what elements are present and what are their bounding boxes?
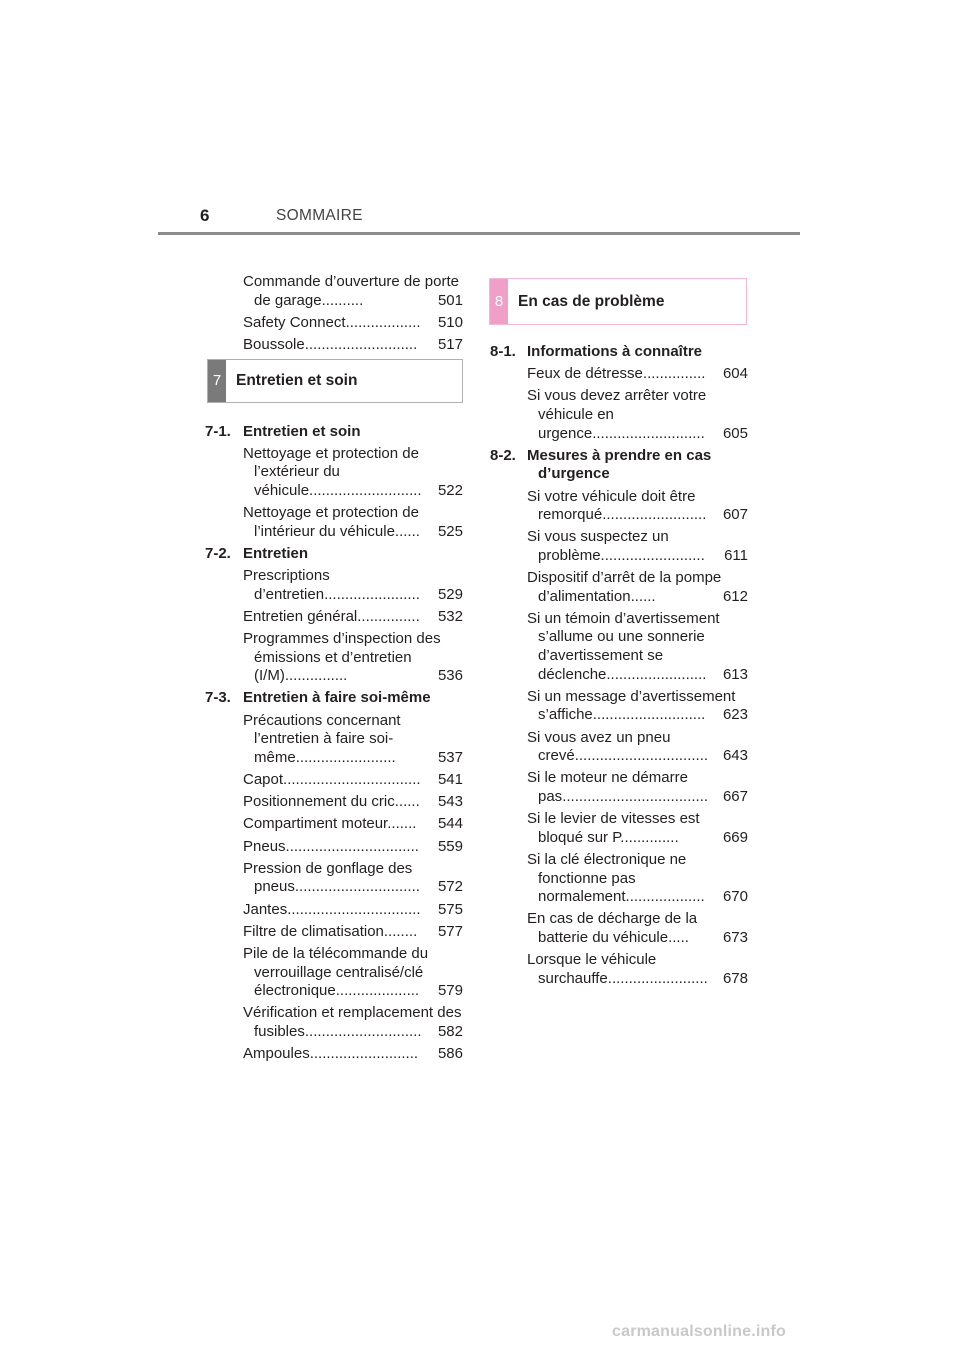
- toc-entry[interactable]: [243, 860, 463, 897]
- toc-entry-leader: ..........: [321, 291, 364, 309]
- page-number: 6: [200, 206, 210, 225]
- toc-entry-page: 510: [437, 313, 463, 331]
- section-title: Entretien à faire soi-même: [243, 689, 431, 707]
- toc-entry[interactable]: [243, 793, 463, 812]
- toc-entry-label: Filtre de climatisation: [243, 922, 384, 940]
- toc-entry-leader: ......: [394, 522, 420, 540]
- toc-entry-label: Pile de la télécommande du verrouillage centralisé/clé électronique: [243, 944, 429, 1000]
- toc-column-left: [162, 273, 462, 1067]
- toc-entry-leader: ....................: [335, 982, 420, 1000]
- toc-entry-label: Entretien général: [243, 607, 358, 625]
- toc-entry[interactable]: [527, 569, 748, 606]
- toc-entry-leader: ........................: [607, 969, 708, 987]
- toc-entry-page: 605: [722, 424, 748, 442]
- toc-entry-page: 522: [437, 481, 463, 499]
- toc-entry-leader: ...............: [284, 667, 348, 685]
- toc-entry-page: 667: [722, 788, 748, 805]
- toc-entry-leader: ......: [630, 587, 656, 605]
- toc-entry-page: 604: [722, 365, 748, 383]
- toc-entry-label: Nettoyage et protection de l’intérieur du véhicule: [243, 504, 419, 540]
- header-rule: [158, 232, 800, 235]
- toc-entry-label: Pneus: [243, 837, 286, 855]
- toc-entry[interactable]: [527, 810, 748, 847]
- toc-entry[interactable]: [243, 273, 463, 310]
- toc-entry-page: 623: [722, 706, 748, 724]
- toc-entry[interactable]: [243, 712, 463, 768]
- toc-entry-leader: .......: [387, 815, 417, 833]
- chapter-tab: 8: [490, 279, 508, 324]
- chapter-heading-8: [489, 278, 747, 325]
- toc-entry-label: Si votre véhicule doit être remorqué: [527, 487, 696, 524]
- toc-entry-leader: .........................: [602, 506, 707, 524]
- toc-entry-page: 643: [722, 747, 748, 765]
- toc-entry-leader: ......: [394, 793, 420, 811]
- toc-entry-leader: ...........................: [304, 335, 418, 353]
- toc-entry-leader: ........: [383, 922, 418, 940]
- toc-entry-page: 670: [722, 888, 748, 906]
- toc-entry-page: 536: [437, 667, 463, 685]
- toc-column-right: [446, 278, 748, 992]
- toc-entry-leader: ..................: [345, 313, 421, 331]
- toc-entry-leader: ..........................: [309, 1045, 419, 1063]
- toc-entry-label: Positionnement du cric: [243, 793, 395, 811]
- toc-entry-page: 541: [437, 771, 463, 788]
- toc-entry-page: 529: [437, 585, 463, 603]
- toc-entry[interactable]: [527, 910, 748, 947]
- toc-entry-page: 559: [437, 837, 463, 855]
- toc-entry-label: Dispositif d’arrêt de la pompe d’alimentation: [527, 569, 722, 605]
- toc-entry-leader: ................................: [574, 747, 709, 765]
- toc-entry[interactable]: [243, 567, 463, 604]
- toc-entry-leader: ..............: [620, 828, 679, 846]
- toc-entry[interactable]: [243, 901, 463, 920]
- toc-entry-leader: ...........................: [309, 481, 422, 499]
- toc-entry-page: 517: [437, 335, 463, 353]
- section-number: 8-1.: [490, 343, 516, 360]
- toc-entry-leader: ........................: [606, 665, 707, 683]
- toc-entry-leader: ...............: [642, 365, 706, 383]
- toc-entry-leader: ...................: [625, 888, 705, 906]
- chapter-title: En cas de problème: [518, 292, 665, 310]
- toc-entry-page: 579: [437, 982, 463, 1000]
- toc-entry[interactable]: [527, 769, 748, 806]
- toc-entry[interactable]: [243, 945, 463, 1001]
- toc-entry[interactable]: [243, 608, 463, 627]
- toc-entry-label: Si vous avez un pneu crevé: [527, 728, 671, 765]
- toc-entry-label: Boussole: [243, 335, 305, 353]
- section-title: Mesures à prendre en cas d’urgence: [527, 446, 712, 483]
- toc-entry[interactable]: [243, 504, 463, 541]
- section-title: Informations à connaître: [527, 343, 703, 360]
- toc-entry-page: 613: [722, 665, 748, 683]
- section-number: 7-3.: [205, 689, 231, 707]
- toc-entry-page: 537: [437, 748, 463, 766]
- toc-entry-label: Si vous devez arrêter votre véhicule en urgence: [527, 387, 707, 442]
- toc-entry-label: Si vous suspectez un problème: [527, 528, 669, 564]
- toc-entry-page: 577: [437, 922, 463, 940]
- toc-entry[interactable]: [243, 445, 463, 501]
- toc-entry-label: Pression de gonflage des pneus: [243, 859, 413, 896]
- toc-entry[interactable]: [527, 488, 748, 525]
- toc-entry-leader: .....: [668, 928, 689, 946]
- toc-entry-page: 607: [722, 506, 748, 524]
- toc-entry-label: Programmes d’inspection des émissions et d’entretien (I/M): [243, 630, 441, 685]
- toc-entry-leader: ...................................: [562, 788, 709, 805]
- toc-entry-label: Si la clé électronique ne fonctionne pas normalement: [527, 850, 687, 906]
- toc-entry[interactable]: [243, 314, 463, 333]
- section-title: Entretien: [243, 544, 309, 562]
- toc-entry-label: Compartiment moteur: [243, 815, 388, 833]
- toc-entry[interactable]: [527, 951, 748, 988]
- toc-entry-page: 544: [437, 815, 463, 833]
- toc-entry-label: Si un témoin d’avertissement s’allume ou une sonnerie d’avertissement se déclenche: [527, 609, 720, 683]
- toc-entry-leader: ..............................: [294, 878, 420, 896]
- toc-entry-label: En cas de décharge de la batterie du véhicule: [527, 910, 698, 946]
- toc-entry-leader: ................................: [287, 900, 421, 918]
- toc-entry-page: 575: [437, 900, 463, 918]
- toc-entry-label: Jantes: [243, 900, 288, 918]
- toc-entry-label: Capot: [243, 771, 284, 788]
- toc-entry-page: 582: [437, 1022, 463, 1040]
- toc-entry[interactable]: [527, 688, 748, 725]
- toc-entry[interactable]: [243, 630, 463, 686]
- toc-entry-leader: ................................: [285, 837, 419, 855]
- toc-entry-label: Commande d’ouverture de porte de garage: [243, 273, 459, 309]
- section-title: Entretien et soin: [243, 422, 361, 440]
- toc-entry-label: Prescriptions d’entretien: [243, 567, 330, 603]
- section-number: 8-2.: [490, 446, 516, 464]
- toc-entry-label: Si un message d’avertissement s’affiche: [527, 687, 736, 724]
- toc-entry-page: 612: [722, 587, 748, 605]
- toc-entry[interactable]: [243, 838, 463, 857]
- toc-entry[interactable]: [527, 528, 748, 565]
- toc-entry-page: 611: [724, 546, 748, 564]
- toc-entry-page: 532: [437, 607, 463, 625]
- toc-entry-page: 673: [722, 928, 748, 946]
- toc-entry-page: 572: [437, 878, 463, 896]
- toc-entry-label: Ampoules: [243, 1045, 310, 1063]
- section-number: 7-1.: [205, 422, 231, 440]
- toc-entry[interactable]: [243, 336, 463, 355]
- section-heading: [162, 545, 462, 564]
- chapter-tab: 7: [208, 360, 226, 402]
- section-heading: [162, 689, 462, 708]
- toc-entry-label: Safety Connect: [243, 313, 346, 331]
- toc-entry-label: Feux de détresse: [527, 365, 643, 383]
- toc-entry-label: Précautions concernant l’entretien à faire soi-même: [243, 711, 401, 766]
- chapter-title: Entretien et soin: [236, 371, 358, 389]
- toc-entry[interactable]: [527, 365, 748, 384]
- toc-entry[interactable]: [243, 923, 463, 942]
- toc-entry-label: Si le moteur ne démarre pas: [527, 769, 688, 805]
- toc-entry-leader: ...........................: [592, 424, 705, 442]
- toc-entry-leader: ...........................: [592, 706, 706, 724]
- toc-entry-page: 669: [722, 828, 748, 846]
- toc-entry-label: Nettoyage et protection de l’extérieur du véhicule: [243, 444, 419, 499]
- toc-entry-page: 501: [437, 291, 463, 309]
- toc-entry-leader: ...............: [357, 607, 420, 625]
- toc-entry-page: 586: [437, 1045, 463, 1063]
- toc-entry-label: Si le levier de vitesses est bloqué sur P: [527, 810, 700, 846]
- toc-entry-leader: ........................: [295, 748, 396, 766]
- chapter-heading-7: [207, 359, 463, 403]
- toc-entry[interactable]: [527, 387, 748, 443]
- toc-entry[interactable]: [243, 1045, 463, 1064]
- toc-entry-leader: .........................: [600, 546, 705, 564]
- toc-entry-label: Lorsque le véhicule surchauffe: [527, 951, 657, 987]
- toc-entry[interactable]: [527, 729, 748, 766]
- page-title: SOMMAIRE: [276, 207, 363, 224]
- section-heading: [446, 343, 748, 362]
- toc-entry-leader: ............................: [304, 1022, 422, 1040]
- toc-entry-leader: .................................: [283, 771, 421, 788]
- toc-entry-leader: .......................: [324, 585, 420, 603]
- section-number: 7-2.: [205, 544, 231, 562]
- toc-entry[interactable]: [527, 851, 748, 907]
- toc-entry-label: Vérification et remplacement des fusibles: [243, 1004, 462, 1040]
- section-heading: [162, 423, 462, 442]
- watermark: carmanualsonline.info: [612, 1323, 787, 1340]
- toc-entry[interactable]: [243, 815, 463, 834]
- toc-entry-page: 525: [437, 522, 463, 540]
- toc-entry[interactable]: [527, 610, 748, 684]
- toc-entry[interactable]: [243, 771, 463, 790]
- page-header: [0, 0, 960, 240]
- section-heading: [446, 447, 748, 484]
- toc-entry-page: 678: [722, 969, 748, 987]
- toc-entry[interactable]: [243, 1004, 463, 1041]
- toc-entry-page: 543: [437, 793, 463, 811]
